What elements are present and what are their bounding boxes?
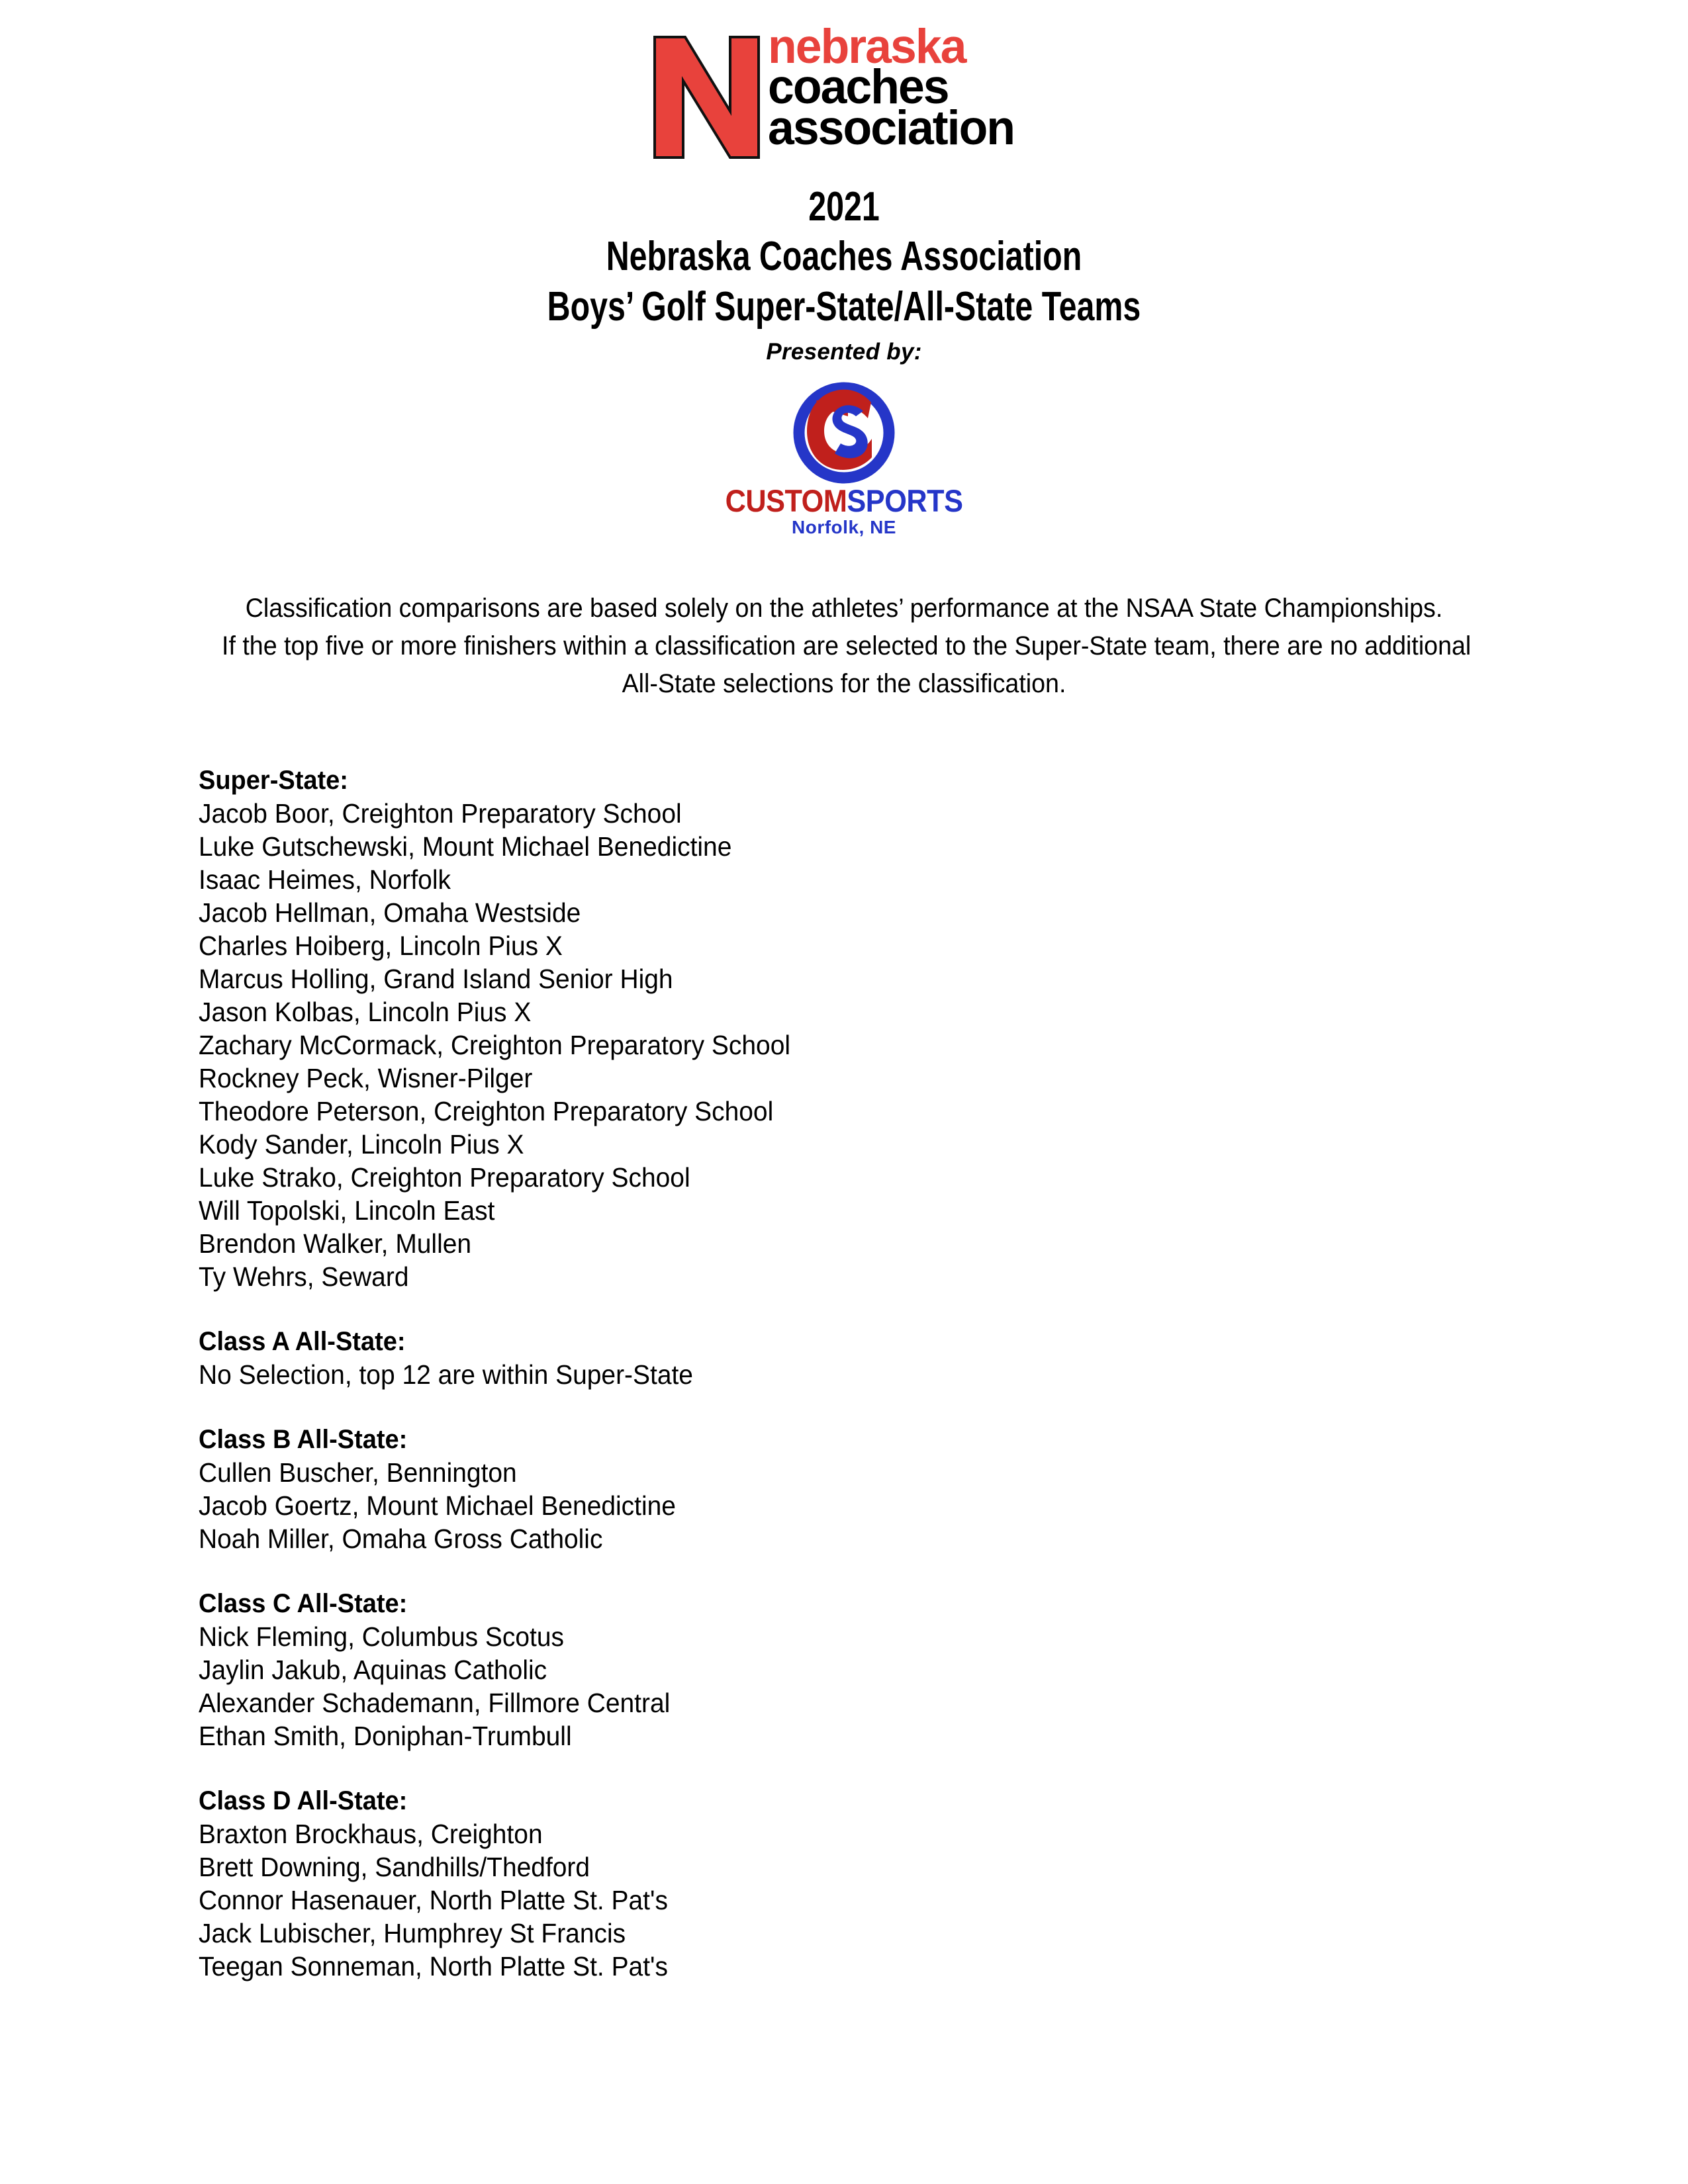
custom-sports-word-custom: CUSTOM — [725, 483, 847, 519]
roster-entry: Ty Wehrs, Seward — [199, 1261, 409, 1292]
note-line-1: Classification comparisons are based solely on the athletes’ performance at the NSAA State Championships. — [245, 594, 1443, 623]
nca-word-association: association — [768, 101, 1015, 155]
custom-sports-word-sports: SPORTS — [847, 483, 963, 519]
section-heading: Class A All-State: — [199, 1326, 406, 1356]
custom-sports-city: Norfolk, NE — [792, 517, 896, 538]
roster-entry: Noah Miller, Omaha Gross Catholic — [199, 1523, 603, 1554]
team-section — [199, 1325, 1688, 1391]
team-section — [199, 1784, 1688, 1983]
roster-entry: Jack Lubischer, Humphrey St Francis — [199, 1917, 626, 1948]
nca-n-letter-icon — [652, 34, 761, 160]
team-section — [199, 764, 1688, 1293]
roster-entry: No Selection, top 12 are within Super-State — [199, 1359, 693, 1390]
section-heading: Class C All-State: — [199, 1588, 408, 1618]
roster-entry: Will Topolski, Lincoln East — [199, 1195, 495, 1226]
nca-word-coaches: coaches — [768, 60, 949, 114]
roster-entry: Brendon Walker, Mullen — [199, 1228, 472, 1259]
roster-entry: Jacob Hellman, Omaha Westside — [199, 897, 581, 928]
section-heading: Class D All-State: — [199, 1786, 408, 1815]
roster-entry: Rockney Peck, Wisner-Pilger — [199, 1062, 533, 1093]
team-section — [199, 1423, 1688, 1555]
team-sections — [0, 764, 1688, 1983]
roster-entry: Alexander Schademann, Fillmore Central — [199, 1687, 671, 1718]
roster-entry: Zachary McCormack, Creighton Preparatory School — [199, 1029, 791, 1060]
roster-entry: Luke Strako, Creighton Preparatory School — [199, 1161, 690, 1193]
custom-sports-cs-monogram-icon — [784, 380, 904, 489]
nca-word-nebraska: nebraska — [768, 20, 966, 73]
roster-entry: Nick Fleming, Columbus Scotus — [199, 1621, 564, 1652]
document-header — [0, 0, 1688, 538]
roster-entry: Jacob Goertz, Mount Michael Benedictine — [199, 1490, 676, 1521]
roster-entry: Connor Hasenauer, North Platte St. Pat's — [199, 1884, 668, 1915]
nca-wordmark — [768, 20, 1033, 155]
roster-entry: Kody Sander, Lincoln Pius X — [199, 1128, 524, 1160]
title-teams: Boys’ Golf Super-State/All-State Teams — [547, 283, 1141, 330]
custom-sports-wordmark — [725, 483, 963, 519]
roster-entry: Marcus Holling, Grand Island Senior High — [199, 963, 673, 994]
title-block — [0, 184, 1688, 365]
title-organization: Nebraska Coaches Association — [606, 234, 1082, 280]
roster-entry: Luke Gutschewski, Mount Michael Benedictine — [199, 831, 732, 862]
team-section — [199, 1587, 1688, 1752]
roster-entry: Jacob Boor, Creighton Preparatory School — [199, 797, 682, 829]
roster-entry: Jaylin Jakub, Aquinas Catholic — [199, 1654, 547, 1685]
nebraska-coaches-association-logo — [645, 20, 1043, 175]
roster-entry: Brett Downing, Sandhills/Thedford — [199, 1851, 590, 1882]
roster-entry: Teegan Sonneman, North Platte St. Pat's — [199, 1950, 668, 1981]
roster-entry: Ethan Smith, Doniphan-Trumbull — [199, 1720, 572, 1751]
presented-by-label: Presented by: — [766, 339, 922, 365]
roster-entry: Braxton Brockhaus, Creighton — [199, 1818, 543, 1849]
roster-entry: Charles Hoiberg, Lincoln Pius X — [199, 930, 563, 961]
title-year: 2021 — [808, 184, 880, 230]
note-line-2: If the top five or more finishers within a classification are selected to the Super-State team, there are no additional — [222, 631, 1472, 661]
roster-entry: Jason Kolbas, Lincoln Pius X — [199, 996, 532, 1027]
custom-sports-logo — [715, 380, 973, 538]
roster-entry: Cullen Buscher, Bennington — [199, 1457, 517, 1488]
section-heading: Super-State: — [199, 765, 348, 795]
roster-entry: Isaac Heimes, Norfolk — [199, 864, 451, 895]
note-line-3: All-State selections for the classification. — [622, 668, 1066, 698]
section-heading: Class B All-State: — [199, 1424, 408, 1454]
roster-entry: Theodore Peterson, Creighton Preparatory School — [199, 1095, 774, 1126]
classification-note — [222, 590, 1472, 702]
